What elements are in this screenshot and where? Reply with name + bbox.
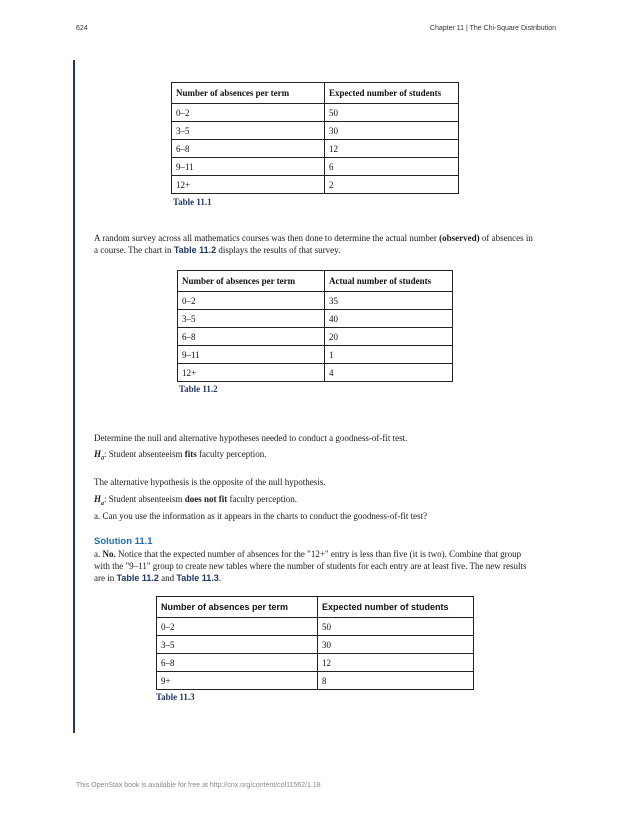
paragraph-bold: does not fit — [184, 494, 228, 504]
paragraph-text: A random survey across all mathematics courses was then done to determine the actual number — [94, 233, 440, 243]
table-caption: Table 11.3 — [156, 692, 195, 702]
table-row — [172, 104, 459, 122]
table-cell: 6–8 — [172, 140, 325, 158]
hypotheses-intro: Determine the null and alternative hypotheses needed to conduct a goodness-of-fit test. — [94, 433, 408, 443]
paragraph-text: of absences in a course. The chart in — [94, 233, 533, 255]
table-row — [172, 140, 459, 158]
table-cell: 0–2 — [178, 292, 325, 310]
paragraph-text: and — [158, 573, 177, 583]
table-cell: 6–8 — [178, 328, 325, 346]
table-11-2-link[interactable]: Table 11.2 — [116, 573, 159, 583]
paragraph-bold: No. — [102, 549, 116, 559]
question-a: a. Can you use the information as it appears in the charts to conduct the goodness-of-fit test? — [94, 511, 428, 521]
table-cell: 12+ — [172, 176, 325, 194]
table-cell: 2 — [325, 176, 459, 194]
chapter-title: Chapter 11 | The Chi-Square Distribution — [429, 25, 556, 32]
table-cell: 50 — [318, 618, 474, 636]
table-row — [178, 328, 453, 346]
table-row — [157, 654, 474, 672]
alternative-intro: The alternative hypothesis is the opposite of the null hypothesis. — [94, 477, 326, 487]
table-row — [157, 618, 474, 636]
table-cell: 4 — [325, 364, 453, 382]
null-hypothesis — [94, 448, 538, 465]
paragraph-bold: fits — [184, 449, 197, 459]
table-cell: 0–2 — [172, 104, 325, 122]
paragraph-text: displays the results of that survey. — [216, 245, 341, 255]
table-11-1 — [171, 82, 459, 194]
table-row — [172, 176, 459, 194]
table-cell: 6–8 — [157, 654, 318, 672]
paragraph-text: : Student absenteeism — [104, 449, 185, 459]
table-row — [178, 364, 453, 382]
paragraph-text: . — [218, 573, 221, 583]
table-11-2 — [177, 270, 453, 382]
table-11-3-link[interactable]: Table 11.3 — [176, 573, 219, 583]
hypothesis-subscript: a — [101, 500, 105, 507]
paragraph-text: a. — [94, 549, 103, 559]
column-header: Expected number of students — [318, 597, 474, 618]
table-cell: 30 — [318, 636, 474, 654]
table-row — [178, 310, 453, 328]
paragraph-text: faculty perception. — [196, 449, 267, 459]
table-cell: 12 — [325, 140, 459, 158]
column-header: Number of absences per term — [178, 271, 325, 292]
table-caption: Table 11.2 — [179, 384, 218, 394]
table-cell: 3–5 — [157, 636, 318, 654]
table-cell: 30 — [325, 122, 459, 140]
column-header: Number of absences per term — [172, 83, 325, 104]
page-number: 624 — [76, 25, 88, 32]
paragraph-observed-survey — [94, 232, 538, 256]
example-sidebar-rule — [73, 60, 75, 733]
table-11-3 — [156, 596, 474, 690]
column-header: Number of absences per term — [157, 597, 318, 618]
table-caption: Table 11.1 — [173, 197, 212, 207]
alternative-hypothesis — [94, 493, 538, 510]
column-header: Actual number of students — [325, 271, 453, 292]
table-cell: 6 — [325, 158, 459, 176]
table-row — [178, 292, 453, 310]
table-cell: 50 — [325, 104, 459, 122]
table-cell: 35 — [325, 292, 453, 310]
table-cell: 12+ — [178, 364, 325, 382]
table-row — [178, 346, 453, 364]
table-cell: 3–5 — [172, 122, 325, 140]
column-header: Expected number of students — [325, 83, 459, 104]
paragraph-bold: (observed) — [439, 233, 480, 243]
table-11-2-link[interactable]: Table 11.2 — [173, 245, 217, 255]
hypothesis-symbol: H — [94, 449, 102, 459]
page-footer: This OpenStax book is available for free at http://cnx.org/content/col11562/1.18 — [76, 782, 321, 789]
paragraph-text: Notice that the expected number of absences for the "12+" entry is less than five (it is two). Combine that group with the "9–11" group to create new tables where the number of students for each entry are at least five. The new results are in — [94, 549, 527, 583]
solution-title: Solution 11.1 — [94, 536, 153, 547]
table-cell: 1 — [325, 346, 453, 364]
table-cell: 12 — [318, 654, 474, 672]
table-cell: 40 — [325, 310, 453, 328]
table-cell: 9+ — [157, 672, 318, 690]
table-cell: 9–11 — [172, 158, 325, 176]
paragraph-text: : Student absenteeism — [104, 494, 185, 504]
hypothesis-symbol: H — [94, 494, 102, 504]
paragraph-text: faculty perception. — [227, 494, 297, 504]
table-cell: 3–5 — [178, 310, 325, 328]
solution-paragraph — [94, 548, 538, 584]
table-row — [172, 158, 459, 176]
table-row — [172, 122, 459, 140]
table-cell: 0–2 — [157, 618, 318, 636]
table-cell: 8 — [318, 672, 474, 690]
table-row — [157, 672, 474, 690]
table-cell: 9–11 — [178, 346, 325, 364]
table-row — [157, 636, 474, 654]
table-cell: 20 — [325, 328, 453, 346]
hypothesis-subscript: 0 — [101, 455, 105, 462]
